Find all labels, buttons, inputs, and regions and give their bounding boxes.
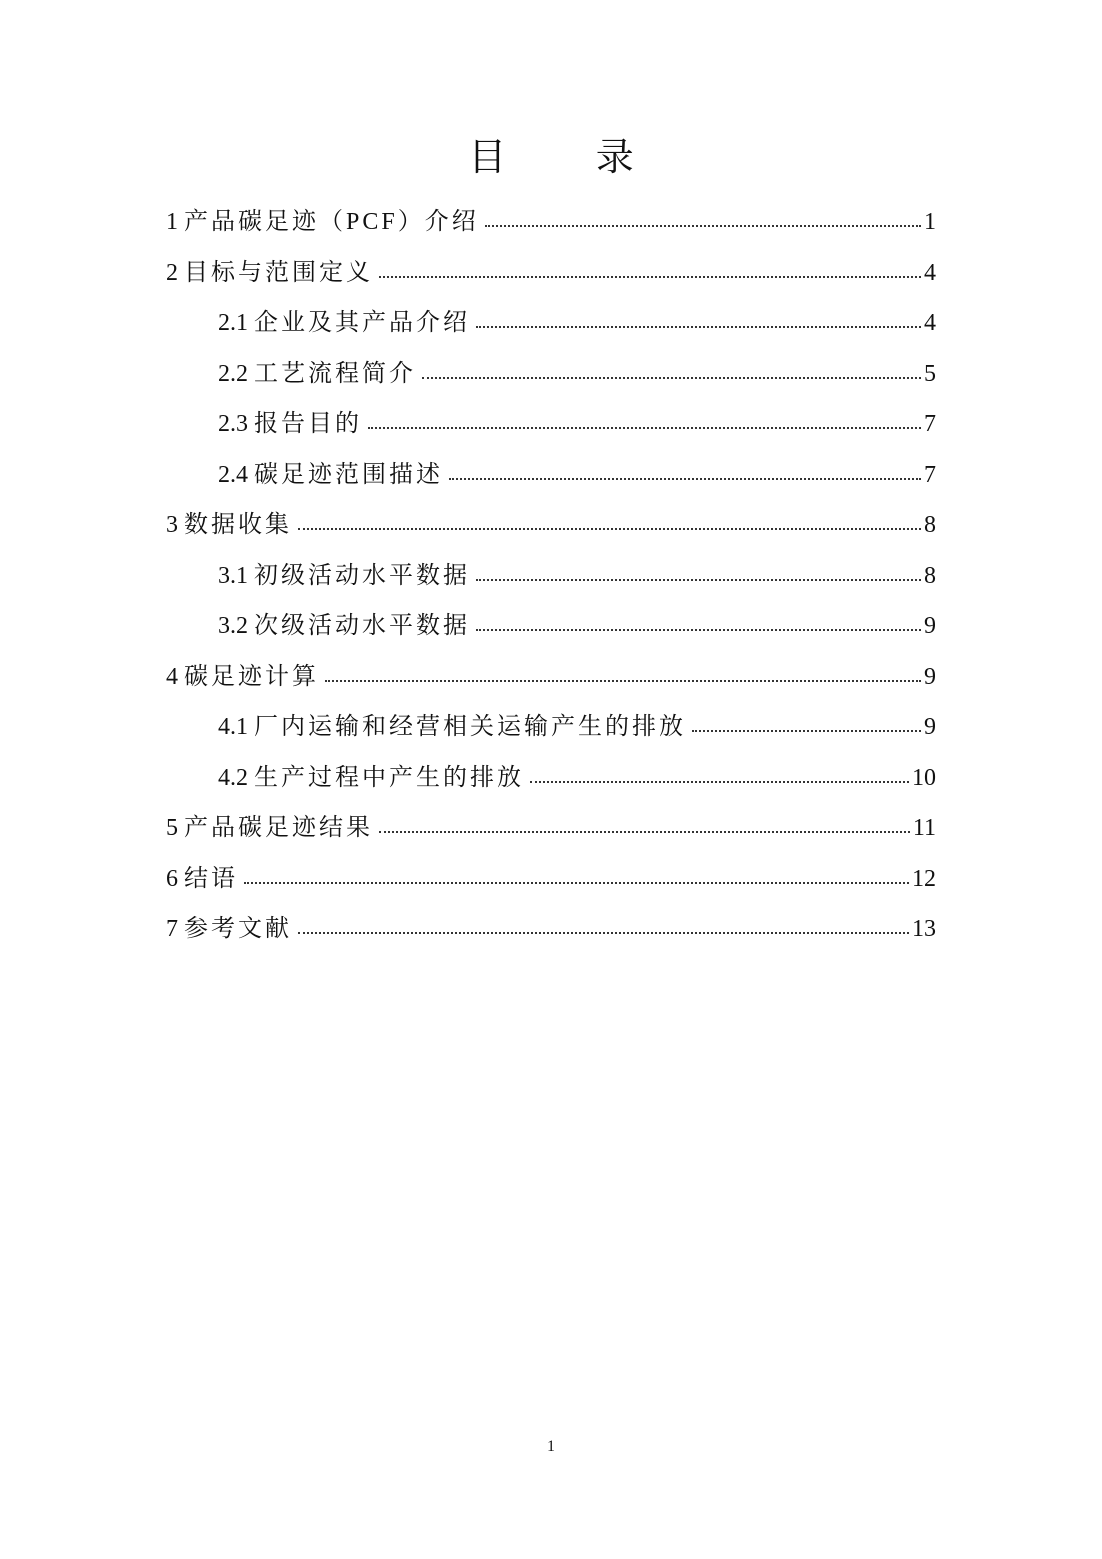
toc-entry[interactable] bbox=[166, 500, 936, 551]
toc-entry-page: 13 bbox=[912, 916, 936, 942]
toc-entry-page: 10 bbox=[912, 764, 936, 791]
toc-entry[interactable] bbox=[166, 803, 936, 854]
toc-entry-number: 4 bbox=[166, 663, 178, 690]
toc-entry-label: 厂内运输和经营相关运输产生的排放 bbox=[254, 714, 686, 740]
toc-list bbox=[166, 197, 936, 955]
toc-dot-leader bbox=[485, 205, 921, 229]
toc-dot-leader bbox=[244, 862, 909, 886]
toc-dot-leader bbox=[422, 357, 921, 381]
toc-entry-label: 碳足迹范围描述 bbox=[254, 461, 443, 488]
toc-entry[interactable] bbox=[166, 753, 936, 804]
toc-entry-number: 3.2 bbox=[218, 613, 248, 639]
toc-dot-leader bbox=[476, 609, 921, 633]
toc-entry-page: 11 bbox=[912, 815, 936, 841]
toc-entry-number: 1 bbox=[166, 209, 178, 235]
toc-entry[interactable] bbox=[166, 197, 936, 248]
toc-entry-page: 7 bbox=[924, 461, 936, 488]
toc-entry-page: 9 bbox=[924, 714, 936, 740]
toc-entry[interactable] bbox=[166, 702, 936, 753]
toc-dot-leader bbox=[325, 660, 921, 684]
toc-dot-leader bbox=[476, 306, 921, 330]
toc-dot-leader bbox=[692, 710, 921, 734]
toc-entry-label: 次级活动水平数据 bbox=[254, 613, 470, 639]
toc-entry[interactable] bbox=[166, 399, 936, 450]
toc-entry-label: 企业及其产品介绍 bbox=[254, 310, 470, 336]
toc-entry[interactable] bbox=[166, 349, 936, 400]
toc-dot-leader bbox=[298, 508, 921, 532]
toc-entry-label: 参考文献 bbox=[184, 916, 292, 942]
toc-dot-leader bbox=[368, 407, 921, 431]
toc-entry[interactable] bbox=[166, 551, 936, 602]
toc-entry-number: 5 bbox=[166, 815, 178, 841]
toc-entry-number: 4.2 bbox=[218, 764, 248, 791]
toc-entry-page: 1 bbox=[924, 209, 936, 235]
toc-entry-page: 8 bbox=[924, 512, 936, 538]
toc-entry-label: 报告目的 bbox=[254, 411, 362, 437]
toc-dot-leader bbox=[298, 912, 909, 936]
toc-entry-page: 4 bbox=[924, 259, 936, 286]
toc-entry-number: 2 bbox=[166, 259, 178, 286]
toc-entry[interactable] bbox=[166, 652, 936, 703]
toc-entry-page: 8 bbox=[924, 562, 936, 589]
toc-entry[interactable] bbox=[166, 248, 936, 299]
toc-entry-page: 9 bbox=[924, 663, 936, 690]
toc-entry-label: 产品碳足迹结果 bbox=[184, 815, 373, 841]
page-number: 1 bbox=[547, 1438, 555, 1455]
toc-entry-label: 目标与范围定义 bbox=[184, 259, 373, 286]
toc-dot-leader bbox=[449, 458, 921, 482]
toc-entry-label: 产品碳足迹（PCF）介绍 bbox=[184, 209, 479, 235]
toc-entry-number: 2.2 bbox=[218, 360, 248, 387]
toc-entry-label: 数据收集 bbox=[184, 512, 292, 538]
toc-entry-number: 3 bbox=[166, 512, 178, 538]
toc-entry-label: 生产过程中产生的排放 bbox=[254, 764, 524, 791]
toc-entry[interactable] bbox=[166, 450, 936, 501]
toc-dot-leader bbox=[379, 256, 921, 280]
toc-entry[interactable] bbox=[166, 601, 936, 652]
toc-title: 目 录 bbox=[468, 137, 674, 179]
toc-entry-page: 12 bbox=[912, 865, 936, 892]
toc-entry[interactable] bbox=[166, 854, 936, 905]
toc-entry-page: 4 bbox=[924, 310, 936, 336]
toc-entry-label: 工艺流程简介 bbox=[254, 360, 416, 387]
toc-dot-leader bbox=[476, 559, 921, 583]
toc-entry-number: 2.3 bbox=[218, 411, 248, 437]
toc-entry-page: 7 bbox=[924, 411, 936, 437]
toc-entry-page: 9 bbox=[924, 613, 936, 639]
toc-entry-number: 2.4 bbox=[218, 461, 248, 488]
toc-entry-number: 4.1 bbox=[218, 714, 248, 740]
toc-entry-page: 5 bbox=[924, 360, 936, 387]
toc-entry[interactable] bbox=[166, 904, 936, 955]
toc-dot-leader bbox=[530, 761, 909, 785]
toc-entry[interactable] bbox=[166, 298, 936, 349]
toc-dot-leader bbox=[379, 811, 910, 835]
toc-entry-number: 3.1 bbox=[218, 562, 248, 589]
toc-entry-label: 初级活动水平数据 bbox=[254, 562, 470, 589]
toc-entry-number: 2.1 bbox=[218, 310, 248, 336]
toc-entry-label: 结语 bbox=[184, 865, 238, 892]
toc-entry-number: 7 bbox=[166, 916, 178, 942]
toc-entry-number: 6 bbox=[166, 865, 178, 892]
toc-entry-label: 碳足迹计算 bbox=[184, 663, 319, 690]
